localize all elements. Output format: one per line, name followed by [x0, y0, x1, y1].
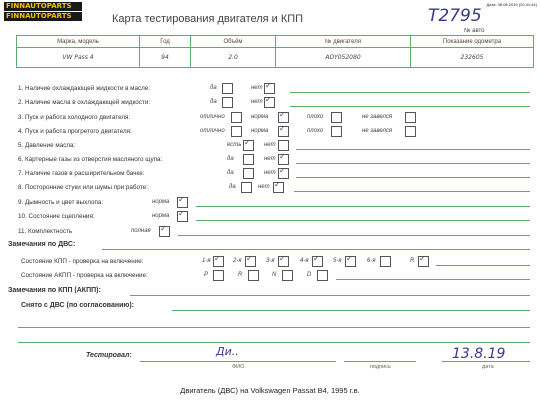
question-3: 3. Пуск и работа холодного двигателя: — [18, 114, 131, 121]
opt-no: нет — [258, 184, 270, 190]
gear-5-label: 5-я — [333, 258, 342, 264]
answer-line — [196, 220, 530, 221]
answer-line — [18, 342, 530, 343]
opt-no-start: не завелся — [362, 128, 393, 134]
opt-normal: норма — [152, 213, 170, 219]
opt-yes: да — [210, 85, 217, 91]
answer-line — [294, 191, 530, 192]
gear-d-checkbox[interactable] — [317, 270, 328, 281]
stock-number: T2795 — [428, 6, 482, 26]
answer-line — [436, 265, 530, 266]
signature-caption: подпись — [370, 364, 391, 370]
tested-by-label: Тестировал: — [86, 352, 132, 359]
gear-6-checkbox[interactable] — [380, 256, 391, 267]
header-year: Год — [140, 36, 191, 48]
fio-handwriting: Ди.. — [216, 345, 239, 358]
question-8: 8. Посторонние стуки или шумы при работе: — [18, 184, 148, 191]
checkbox[interactable] — [222, 97, 233, 108]
fio-line — [140, 361, 336, 362]
opt-yes: да — [227, 170, 234, 176]
question-10: 10. Состояние сцепления: — [18, 213, 95, 220]
gearbox-remarks-title: Замечания по КПП (АКПП): — [8, 287, 101, 294]
answer-line — [296, 177, 530, 178]
check-mark: ✓ — [419, 254, 426, 263]
opt-bad: плохо — [307, 114, 324, 120]
check-mark: ✓ — [265, 81, 272, 90]
checkbox[interactable] — [222, 83, 233, 94]
check-mark: ✓ — [214, 254, 221, 263]
opt-no: нет — [264, 156, 276, 162]
answer-line — [296, 149, 530, 150]
question-11: 11. Комплектность — [18, 228, 73, 235]
opt-yes: да — [229, 184, 236, 190]
gear-2-label: 2-я — [233, 258, 242, 264]
header-odometer: Показание одометра — [411, 36, 534, 48]
gear-n-checkbox[interactable] — [282, 270, 293, 281]
brand-logo: FINNAUTOPARTS — [4, 2, 82, 11]
answer-line — [196, 206, 530, 207]
question-1: 1. Наличие охлаждающей жидкости в масле: — [18, 85, 151, 92]
check-mark: ✓ — [279, 166, 286, 175]
gear-d-label: D — [307, 272, 312, 278]
question-4: 4. Пуск и работа прогретого двигателя: — [18, 128, 132, 135]
answer-line — [290, 106, 530, 107]
answer-line — [290, 92, 530, 93]
brand-logo: FINNAUTOPARTS — [4, 12, 82, 21]
engine-remarks-title: Замечания по ДВС: — [8, 241, 76, 248]
date-caption: дата — [482, 364, 494, 370]
opt-no: нет — [264, 142, 276, 148]
stock-label: № авто — [464, 28, 485, 34]
check-mark: ✓ — [346, 254, 353, 263]
auto-gearbox-label: Состояние АКПП - проверка на включение: — [21, 272, 148, 279]
checkbox[interactable] — [278, 140, 289, 151]
value-year: 94 — [140, 48, 191, 68]
check-mark: ✓ — [178, 195, 185, 204]
checkbox[interactable] — [243, 168, 254, 179]
check-mark: ✓ — [279, 254, 286, 263]
value-model: VW Pass 4 — [17, 48, 140, 68]
opt-no: нет — [264, 170, 276, 176]
question-9: 9. Дымность и цвет выхлопа: — [18, 199, 104, 206]
manual-gearbox-label: Состояние КПП - проверка на включение: — [21, 258, 144, 265]
opt-no-start: не завелся — [362, 114, 393, 120]
check-mark: ✓ — [279, 110, 286, 119]
gear-r-checkbox[interactable] — [248, 270, 259, 281]
opt-yes: да — [210, 99, 217, 105]
question-6: 6. Картерные газы из отверстия масляного щупа: — [18, 156, 163, 163]
check-mark: ✓ — [313, 254, 320, 263]
header-engine-no: № двигателя — [276, 36, 411, 48]
value-volume: 2.0 — [191, 48, 276, 68]
gear-r-label: R — [238, 272, 243, 278]
opt-normal: норма — [251, 128, 269, 134]
answer-line — [172, 310, 530, 311]
page-title: Карта тестирования двигателя и КПП — [112, 13, 304, 25]
gear-3-label: 3-я — [266, 258, 275, 264]
checkbox[interactable] — [405, 112, 416, 123]
value-odometer: 232605 — [411, 48, 534, 68]
opt-full: полная — [131, 228, 151, 234]
value-engine-no: ADY052080 — [276, 48, 411, 68]
answer-line — [178, 235, 530, 236]
gear-reverse-label: R — [410, 258, 415, 264]
checkbox[interactable] — [405, 126, 416, 137]
header-model: Марка, модель — [17, 36, 140, 48]
answer-line — [102, 249, 530, 250]
question-2: 2. Наличие масла в охлаждающей жидкости: — [18, 99, 151, 106]
gear-1-label: 1-я — [202, 258, 211, 264]
check-mark: ✓ — [244, 138, 251, 147]
gear-6-label: 6-я — [367, 258, 376, 264]
checkbox[interactable] — [243, 154, 254, 165]
vehicle-info-table — [16, 35, 534, 68]
opt-no: нет — [251, 99, 263, 105]
date-handwriting: 13.8.19 — [452, 346, 506, 362]
gear-4-label: 4-я — [300, 258, 309, 264]
gear-p-label: P — [204, 272, 209, 278]
gear-p-checkbox[interactable] — [213, 270, 224, 281]
opt-normal: норма — [251, 114, 269, 120]
opt-normal: норма — [152, 199, 170, 205]
check-mark: ✓ — [178, 209, 185, 218]
answer-line — [296, 163, 530, 164]
question-7: 7. Наличие газов в расширительном бачке: — [18, 170, 145, 177]
opt-yes: есть — [227, 142, 242, 148]
answer-line — [18, 327, 530, 328]
check-mark: ✓ — [274, 180, 281, 189]
signature-line — [344, 361, 416, 362]
checkbox[interactable] — [231, 126, 242, 137]
opt-bad: плохо — [307, 128, 324, 134]
removed-parts-title: Снято с ДВС (по согласованию): — [21, 302, 135, 309]
check-mark: ✓ — [246, 254, 253, 263]
datestamp: Дата: 08.08.2019 (20:41:44) — [486, 2, 537, 7]
check-mark: ✓ — [279, 124, 286, 133]
opt-excellent: отлично — [200, 128, 225, 134]
photo-caption: Двигатель (ДВС) на Volkswagen Passat B4, 1995 г.в. — [180, 386, 360, 395]
answer-line — [336, 279, 530, 280]
checkbox[interactable] — [241, 182, 252, 193]
question-5: 5. Давление масла: — [18, 142, 76, 149]
checkbox[interactable] — [231, 112, 242, 123]
check-mark: ✓ — [279, 152, 286, 161]
opt-no: нет — [251, 85, 263, 91]
check-mark: ✓ — [160, 224, 167, 233]
check-mark: ✓ — [265, 95, 272, 104]
checkbox[interactable] — [331, 126, 342, 137]
fio-caption: ФИО — [232, 364, 245, 370]
gear-n-label: N — [272, 272, 277, 278]
checkbox[interactable] — [331, 112, 342, 123]
header-volume: Объём — [191, 36, 276, 48]
opt-excellent: отлично — [200, 114, 225, 120]
answer-line — [130, 295, 530, 296]
opt-yes: да — [227, 156, 234, 162]
